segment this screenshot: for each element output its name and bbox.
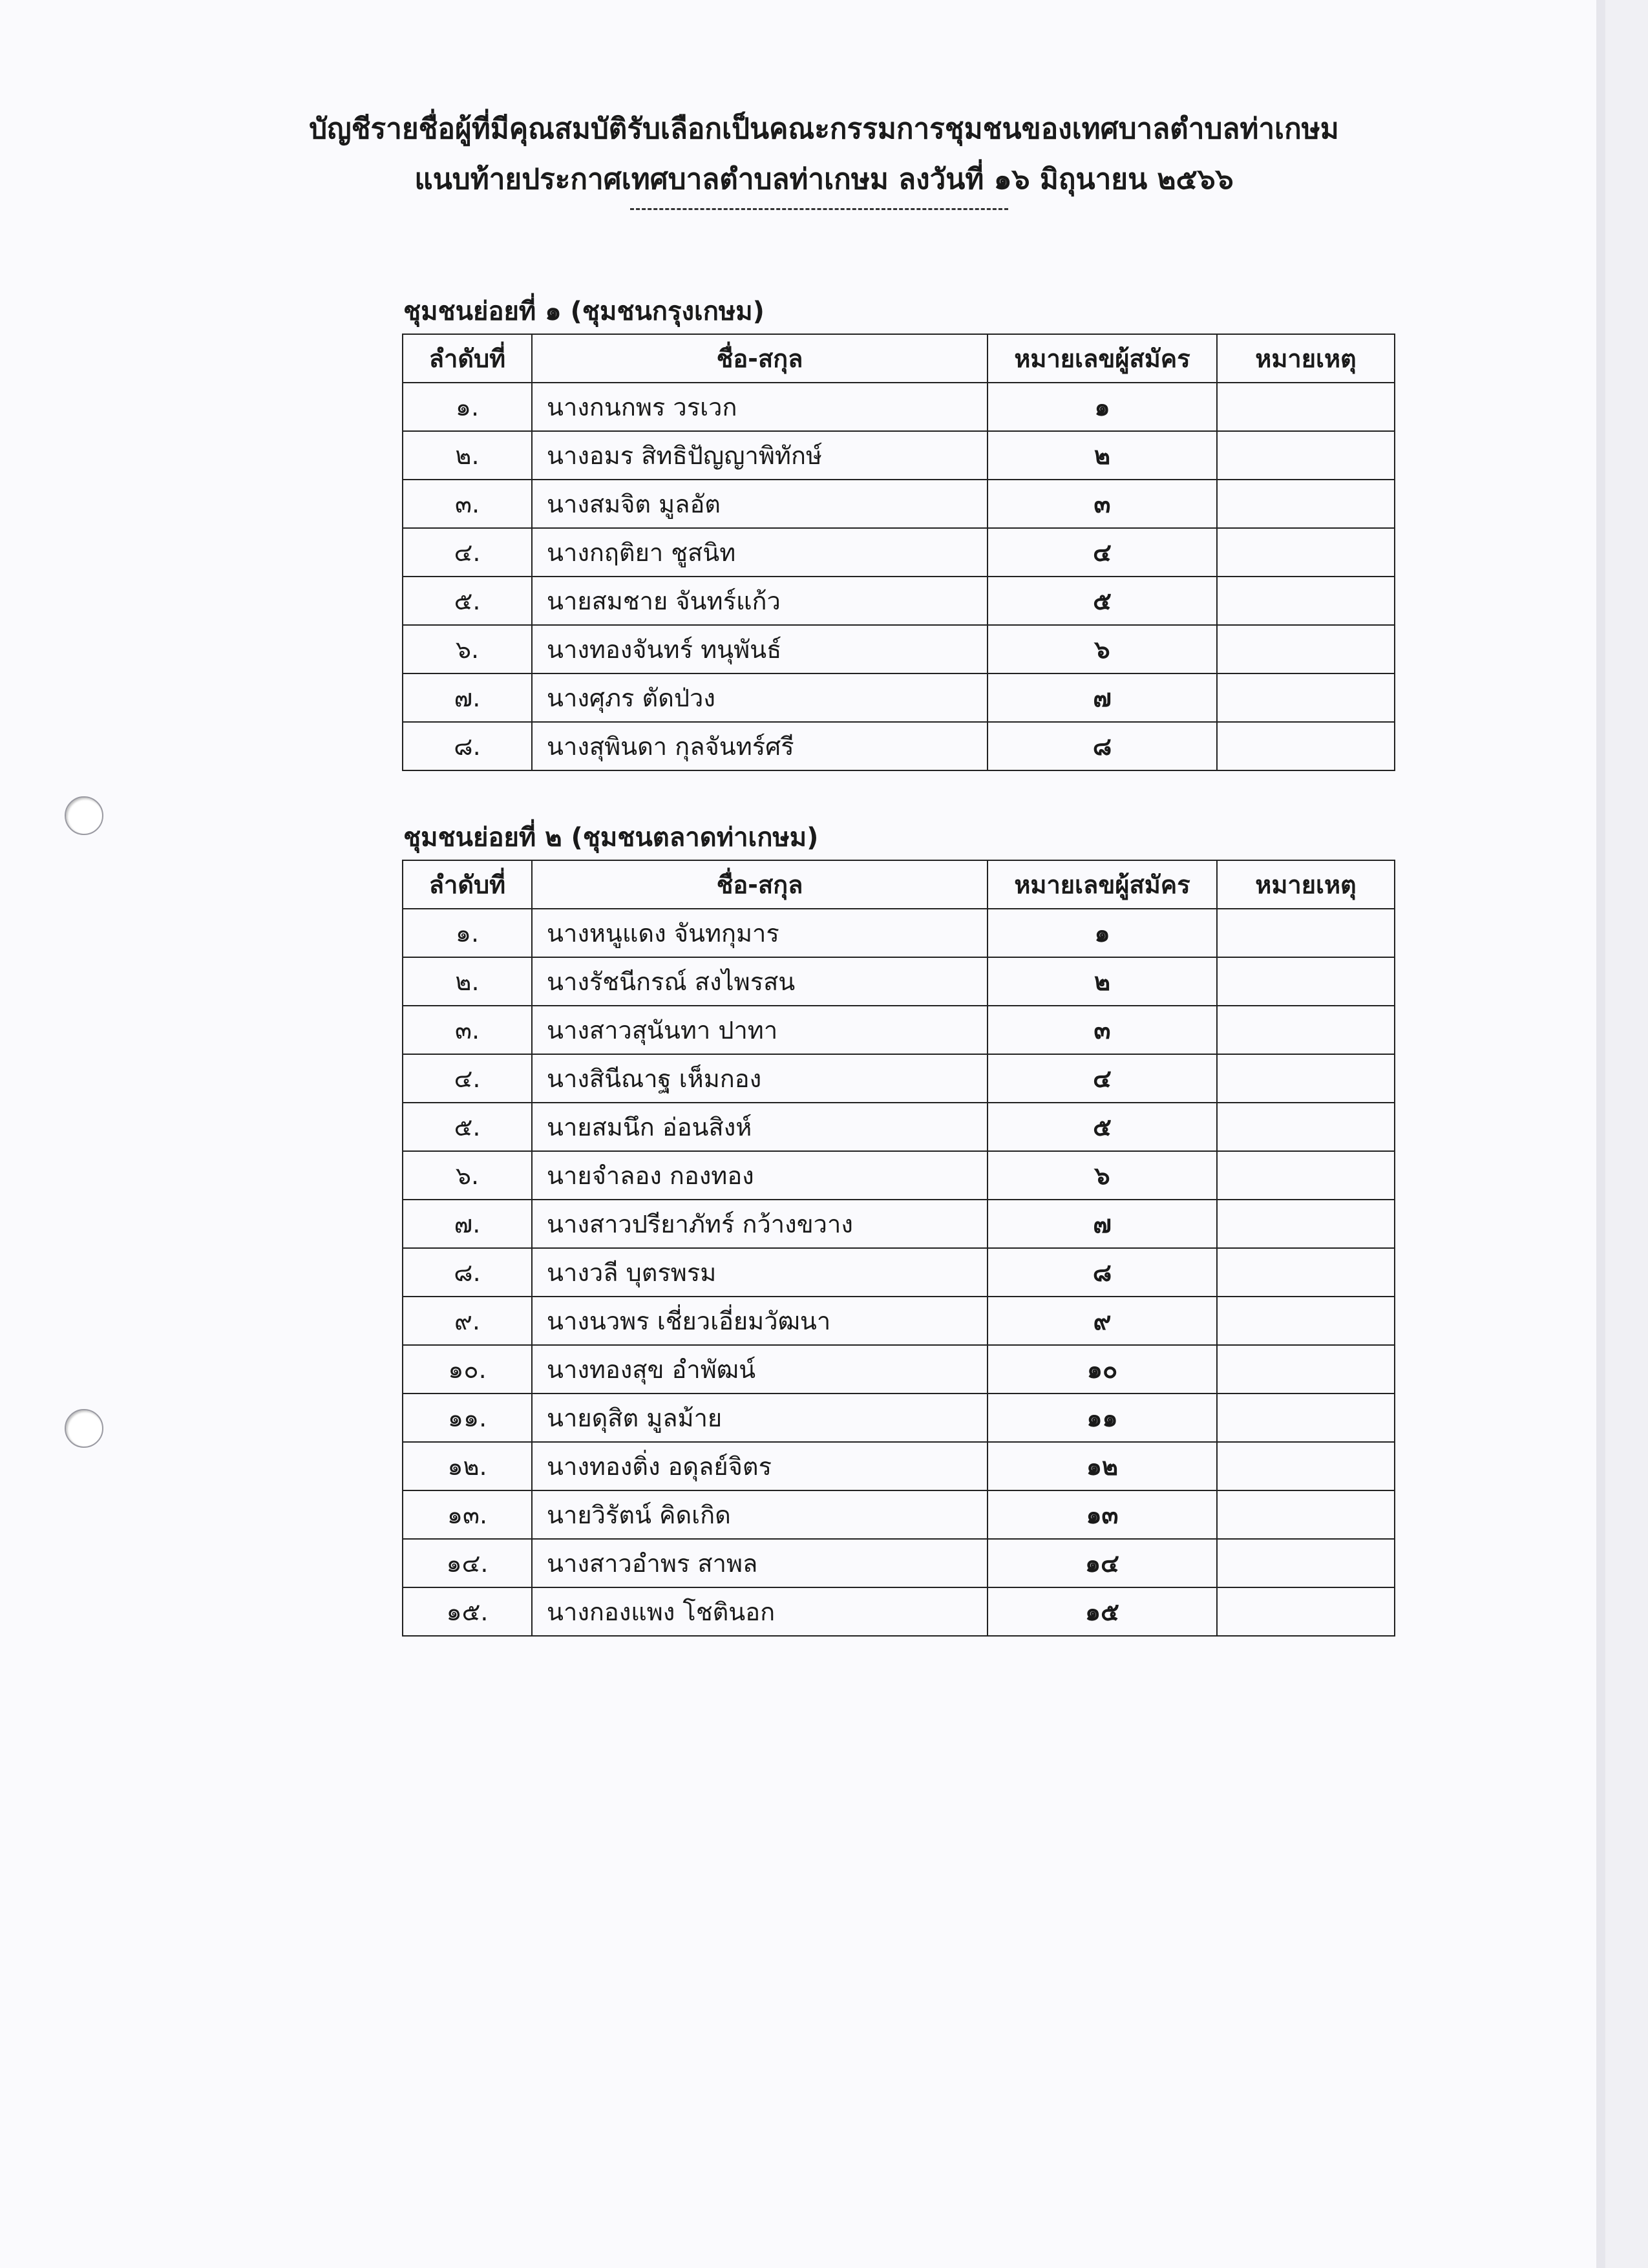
row-name: นางทองจันทร์ ทนุพันธ์ xyxy=(532,625,988,673)
row-applicant-number: ๓ xyxy=(988,480,1217,528)
table-row xyxy=(403,1490,1395,1539)
row-name: นางศุภร ตัดป่วง xyxy=(532,673,988,722)
row-number: ๑๕. xyxy=(403,1587,532,1636)
row-number: ๑๔. xyxy=(403,1539,532,1587)
row-name: นางกนกพร วรเวก xyxy=(532,383,988,431)
row-name: นายสมนึก อ่อนสิงห์ xyxy=(532,1103,988,1151)
community-1-section xyxy=(402,290,1394,771)
col-header-applicant-number: หมายเลขผู้สมัคร xyxy=(988,334,1217,383)
table-header-row xyxy=(403,334,1395,383)
col-header-remark: หมายเหตุ xyxy=(1217,334,1395,383)
row-name: นางรัชนีกรณ์ สงไพรสน xyxy=(532,957,988,1006)
table-row xyxy=(403,909,1395,957)
document-title-line2: แนบท้ายประกาศเทศบาลตำบลท่าเกษม ลงวันที่ ๑๖ มิถุนายน ๒๕๖๖ xyxy=(414,163,1234,196)
row-applicant-number: ๗ xyxy=(988,673,1217,722)
row-remark xyxy=(1217,1394,1395,1442)
row-name: นางวลี บุตรพรม xyxy=(532,1248,988,1297)
row-applicant-number: ๑๐ xyxy=(988,1345,1217,1394)
row-number: ๑๒. xyxy=(403,1442,532,1490)
row-name: นายสมชาย จันทร์แก้ว xyxy=(532,577,988,625)
table-row xyxy=(403,1151,1395,1200)
row-applicant-number: ๑๒ xyxy=(988,1442,1217,1490)
row-remark xyxy=(1217,1490,1395,1539)
table-row xyxy=(403,722,1395,770)
table-row xyxy=(403,957,1395,1006)
row-name: นายดุสิต มูลม้าย xyxy=(532,1394,988,1442)
punch-hole-lower xyxy=(65,1409,103,1448)
row-applicant-number: ๘ xyxy=(988,1248,1217,1297)
row-name: นางสินีณาฐ เห็มกอง xyxy=(532,1054,988,1103)
punch-hole-upper xyxy=(65,796,103,835)
row-applicant-number: ๑๑ xyxy=(988,1394,1217,1442)
row-applicant-number: ๑๕ xyxy=(988,1587,1217,1636)
row-applicant-number: ๒ xyxy=(988,957,1217,1006)
row-number: ๑๑. xyxy=(403,1394,532,1442)
row-number: ๗. xyxy=(403,673,532,722)
row-applicant-number: ๕ xyxy=(988,1103,1217,1151)
row-remark xyxy=(1217,673,1395,722)
table-row xyxy=(403,673,1395,722)
row-remark xyxy=(1217,1345,1395,1394)
row-remark xyxy=(1217,1248,1395,1297)
row-remark xyxy=(1217,1006,1395,1054)
row-applicant-number: ๙ xyxy=(988,1297,1217,1345)
col-header-no: ลำดับที่ xyxy=(403,334,532,383)
row-number: ๔. xyxy=(403,1054,532,1103)
row-number: ๒. xyxy=(403,431,532,480)
table-row xyxy=(403,1006,1395,1054)
row-applicant-number: ๓ xyxy=(988,1006,1217,1054)
col-header-applicant-number: หมายเลขผู้สมัคร xyxy=(988,860,1217,909)
table-row xyxy=(403,1442,1395,1490)
row-number: ๑๓. xyxy=(403,1490,532,1539)
row-name: นายวิรัตน์ คิดเกิด xyxy=(532,1490,988,1539)
row-number: ๘. xyxy=(403,1248,532,1297)
col-header-name: ชื่อ-สกุล xyxy=(532,860,988,909)
community-1-title: ชุมชนย่อยที่ ๑ (ชุมชนกรุงเกษม) xyxy=(403,297,765,326)
row-remark xyxy=(1217,1054,1395,1103)
table-row xyxy=(403,577,1395,625)
row-number: ๓. xyxy=(403,480,532,528)
row-name: นางกฤติยา ชูสนิท xyxy=(532,528,988,577)
row-remark xyxy=(1217,1151,1395,1200)
row-remark xyxy=(1217,1103,1395,1151)
row-number: ๕. xyxy=(403,577,532,625)
table-row xyxy=(403,383,1395,431)
row-applicant-number: ๗ xyxy=(988,1200,1217,1248)
row-name: นางกองแพง โชตินอก xyxy=(532,1587,988,1636)
row-name: นางสาวปรียาภัทร์ กว้างขวาง xyxy=(532,1200,988,1248)
row-name: นางสาวสุนันทา ปาทา xyxy=(532,1006,988,1054)
row-name: นางอมร สิทธิปัญญาพิทักษ์ xyxy=(532,431,988,480)
row-name: นางทองสุข อำพัฒน์ xyxy=(532,1345,988,1394)
table-row xyxy=(403,431,1395,480)
table-row xyxy=(403,1054,1395,1103)
community-2-section xyxy=(402,816,1394,1637)
document-title-line1: บัญชีรายชื่อผู้ที่มีคุณสมบัติรับเลือกเป็นคณะกรรมการชุมชนของเทศบาลตำบลท่าเกษม xyxy=(309,112,1339,145)
row-number: ๘. xyxy=(403,722,532,770)
table-row xyxy=(403,1200,1395,1248)
row-remark xyxy=(1217,1442,1395,1490)
row-remark xyxy=(1217,431,1395,480)
row-remark xyxy=(1217,480,1395,528)
row-number: ๑. xyxy=(403,383,532,431)
community-1-table xyxy=(402,334,1395,771)
row-remark xyxy=(1217,577,1395,625)
table-row xyxy=(403,1345,1395,1394)
title-divider xyxy=(630,208,1008,210)
row-number: ๖. xyxy=(403,1151,532,1200)
row-applicant-number: ๖ xyxy=(988,1151,1217,1200)
row-remark xyxy=(1217,528,1395,577)
row-applicant-number: ๘ xyxy=(988,722,1217,770)
row-remark xyxy=(1217,722,1395,770)
row-applicant-number: ๑ xyxy=(988,383,1217,431)
row-remark xyxy=(1217,1200,1395,1248)
row-applicant-number: ๑๓ xyxy=(988,1490,1217,1539)
row-number: ๗. xyxy=(403,1200,532,1248)
row-name: นางสมจิต มูลอัต xyxy=(532,480,988,528)
row-number: ๕. xyxy=(403,1103,532,1151)
row-remark xyxy=(1217,1539,1395,1587)
col-header-no: ลำดับที่ xyxy=(403,860,532,909)
row-number: ๔. xyxy=(403,528,532,577)
row-remark xyxy=(1217,909,1395,957)
row-remark xyxy=(1217,625,1395,673)
table-row xyxy=(403,480,1395,528)
row-name: นางสุพินดา กุลจันทร์ศรี xyxy=(532,722,988,770)
community-2-table xyxy=(402,860,1395,1637)
paper-edge xyxy=(1596,0,1605,2268)
row-number: ๓. xyxy=(403,1006,532,1054)
table-row xyxy=(403,1297,1395,1345)
table-row xyxy=(403,1539,1395,1587)
row-number: ๖. xyxy=(403,625,532,673)
row-number: ๑๐. xyxy=(403,1345,532,1394)
col-header-remark: หมายเหตุ xyxy=(1217,860,1395,909)
row-name: นางสาวอำพร สาพล xyxy=(532,1539,988,1587)
row-number: ๑. xyxy=(403,909,532,957)
community-2-title: ชุมชนย่อยที่ ๒ (ชุมชนตลาดท่าเกษม) xyxy=(403,823,819,853)
row-applicant-number: ๖ xyxy=(988,625,1217,673)
row-number: ๙. xyxy=(403,1297,532,1345)
table-row xyxy=(403,1587,1395,1636)
row-name: นายจำลอง กองทอง xyxy=(532,1151,988,1200)
table-header-row xyxy=(403,860,1395,909)
row-name: นางหนูแดง จันทกุมาร xyxy=(532,909,988,957)
row-remark xyxy=(1217,383,1395,431)
row-number: ๒. xyxy=(403,957,532,1006)
row-applicant-number: ๔ xyxy=(988,1054,1217,1103)
col-header-name: ชื่อ-สกุล xyxy=(532,334,988,383)
table-row xyxy=(403,528,1395,577)
row-remark xyxy=(1217,1297,1395,1345)
paper-edge-back xyxy=(1605,0,1648,2268)
row-applicant-number: ๕ xyxy=(988,577,1217,625)
row-applicant-number: ๑ xyxy=(988,909,1217,957)
row-applicant-number: ๔ xyxy=(988,528,1217,577)
table-row xyxy=(403,1394,1395,1442)
table-row xyxy=(403,1103,1395,1151)
row-applicant-number: ๒ xyxy=(988,431,1217,480)
row-name: นางนวพร เชี่ยวเอี่ยมวัฒนา xyxy=(532,1297,988,1345)
table-row xyxy=(403,1248,1395,1297)
row-applicant-number: ๑๔ xyxy=(988,1539,1217,1587)
row-remark xyxy=(1217,957,1395,1006)
table-row xyxy=(403,625,1395,673)
row-name: นางทองติ่ง อดุลย์จิตร xyxy=(532,1442,988,1490)
row-remark xyxy=(1217,1587,1395,1636)
